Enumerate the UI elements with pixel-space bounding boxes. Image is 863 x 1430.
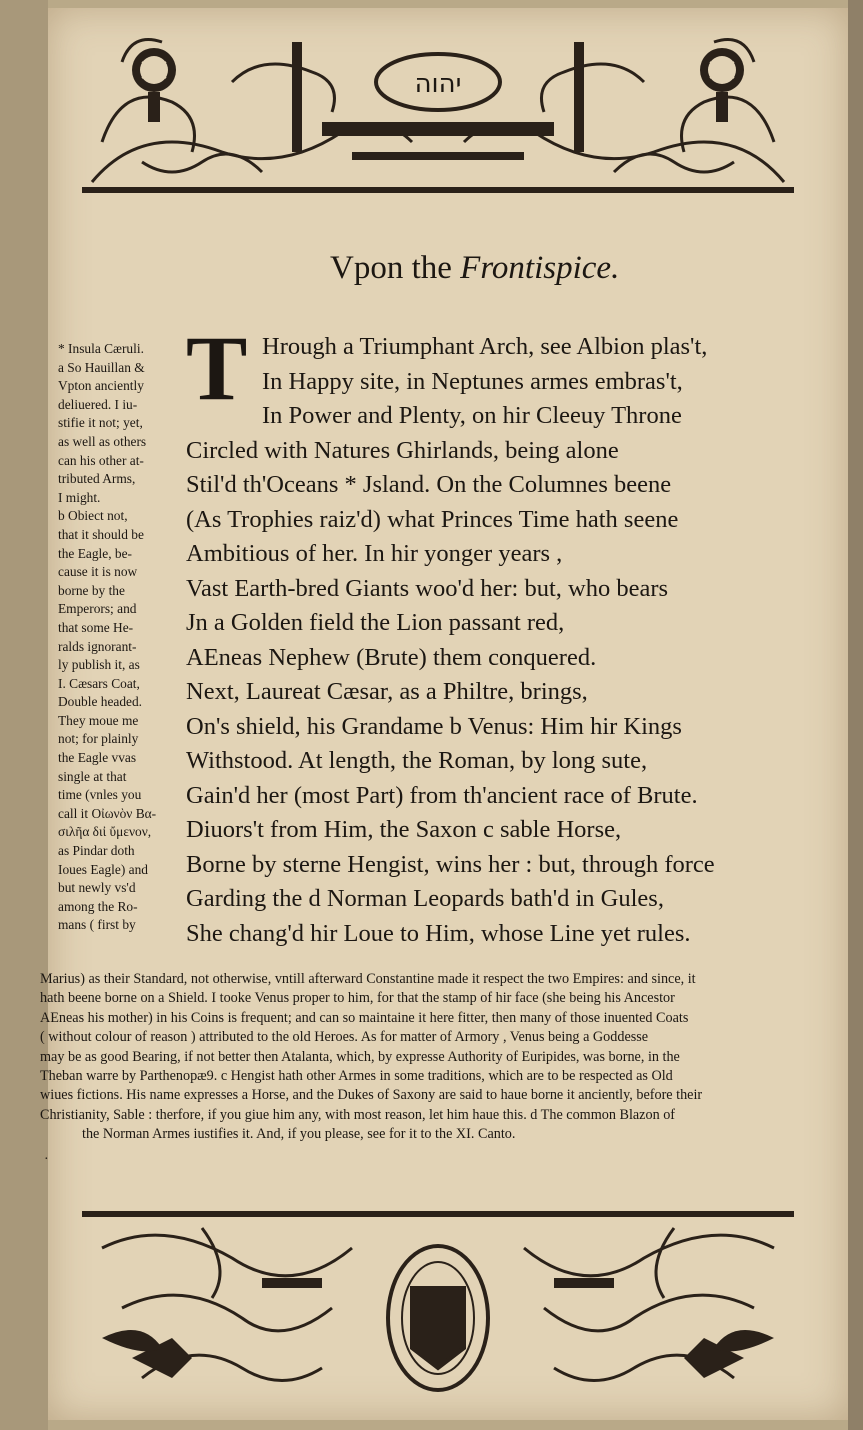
poem-line: She chang'd hir Loue to Him, whose Line yet rules. xyxy=(186,919,691,947)
side-note-line: b Obiect not, xyxy=(58,508,128,524)
poem-line: Hrough a Triumphant Arch, see Albion plas't, xyxy=(262,333,708,360)
side-note-line: can his other at- xyxy=(58,452,144,468)
title-italic: Frontispice. xyxy=(460,250,620,286)
side-note-line: Ioues Eagle) and xyxy=(58,861,148,877)
poem-line: Diuors't from Him, the Saxon c sable Horse, xyxy=(186,816,622,843)
footnote-line: wiues fictions. His name expresses a Horse, and the Dukes of Saxony are said to haue borne it anciently, before their xyxy=(40,1087,703,1104)
side-note-line: I. Cæsars Coat, xyxy=(58,675,140,691)
poem-line: In Power and Plenty, on hir Cleeuy Throne xyxy=(262,402,682,429)
side-note-line: as well as others xyxy=(58,433,147,449)
poem xyxy=(186,330,806,951)
side-note-line: * Insula Cæruli. xyxy=(58,341,144,356)
bottom-ornament-tailpiece xyxy=(82,1208,794,1408)
side-note-line: among the Ro- xyxy=(58,898,138,914)
side-note-line: the Eagle, be- xyxy=(58,545,132,561)
footnote-line: AEneas his mother) in his Coins is frequent; and can so maintaine it here fitter, then many of those inuented Coats xyxy=(40,1009,689,1026)
side-note-line: σιλῆα διἰ ὔμενον, xyxy=(58,824,152,840)
poem-line: Circled with Natures Ghirlands, being alone xyxy=(186,436,619,464)
footnote-line: the Norman Armes iustifies it. And, if you please, see for it to the XI. Canto. xyxy=(82,1126,516,1143)
side-note-line: mans ( first by xyxy=(58,917,136,933)
side-note-line: as Pindar doth xyxy=(58,843,135,859)
poem-line: Jn a Golden field the Lion passant red, xyxy=(186,609,565,636)
side-note-line: stifie it not; yet, xyxy=(58,415,143,431)
footnote-line: ( without colour of reason ) attributed to the old Heroes. As for matter of Armory , Venus being a Goddesse xyxy=(40,1029,649,1046)
poem-line: Borne by sterne Hengist, wins her : but, through force xyxy=(186,850,715,878)
poem-line: Withstood. At length, the Roman, by long sute, xyxy=(186,747,648,774)
footnote-line: Theban warre by Parthenopæ9. c Hengist hath other Armes in some traditions, which are to be respected as Old xyxy=(40,1067,673,1084)
side-note-line: that some He- xyxy=(58,619,134,635)
side-note-line: not; for plainly xyxy=(58,731,139,747)
poem-line: (As Trophies raiz'd) what Princes Time hath seene xyxy=(186,505,679,533)
poem-line: Ambitious of her. In hir yonger years , xyxy=(186,540,563,567)
drop-cap: T xyxy=(186,317,248,419)
footnote-line: may be as good Bearing, if not better then Atalanta, which, by expresse Authority of Euripides, was borne, in the xyxy=(40,1048,680,1065)
side-note-line: deliuered. I iu- xyxy=(58,396,138,412)
left-scan-margin xyxy=(0,0,48,1430)
side-note-line: cause it is now xyxy=(58,564,138,580)
side-note-line: Vpton anciently xyxy=(58,378,144,394)
poem-line: Gain'd her (most Part) from th'ancient race of Brute. xyxy=(186,781,698,809)
side-note-line: borne by the xyxy=(58,582,125,598)
side-note-line: tributed Arms, xyxy=(58,471,136,487)
footnote-line: hath beene borne on a Shield. I tooke Venus proper to him, for that the stamp of hir face (she being his Ancestor xyxy=(40,990,675,1007)
footnote-line: Christianity, Sable : therfore, if you giue him any, with most reason, let him haue this. d The common Blazon of xyxy=(40,1106,676,1123)
footnote-line: Marius) as their Standard, not otherwise, vntill afterward Constantine made it respect the two Empires: and since, it xyxy=(40,971,696,987)
side-note-line: I might. xyxy=(58,489,101,505)
side-note-line: but newly vs'd xyxy=(58,880,136,896)
central-crest xyxy=(388,1246,488,1390)
poem-line: Garding the d Norman Leopards bath'd in Gules, xyxy=(186,885,664,912)
right-scan-margin xyxy=(848,0,863,1430)
side-note-line: the Eagle vvas xyxy=(58,750,137,766)
poem-line: In Happy site, in Neptunes armes embras't, xyxy=(262,367,683,395)
side-note-line: single at that xyxy=(58,768,127,784)
tetragrammaton-text: יהוה xyxy=(414,69,462,99)
side-note-line: Double headed. xyxy=(58,694,143,710)
side-note-line: They moue me xyxy=(58,712,139,728)
side-notes xyxy=(58,340,176,935)
footnotes xyxy=(40,970,846,1145)
poem-line: AEneas Nephew (Brute) them conquered. xyxy=(186,643,597,671)
page-title xyxy=(330,250,730,287)
side-note-line: that it should be xyxy=(58,526,144,542)
side-note-line: ralds ignorant- xyxy=(58,638,137,654)
side-note-line: a So Hauillan & xyxy=(58,359,145,375)
poem-line: On's shield, his Grandame b Venus: Him hir Kings xyxy=(186,712,682,740)
side-note-line: Emperors; and xyxy=(58,601,137,617)
stray-mark: · xyxy=(44,1152,49,1167)
poem-line: Vast Earth-bred Giants woo'd her: but, who bears xyxy=(186,574,669,602)
side-note-line: call it Οἰωνὸν Βα- xyxy=(58,805,157,821)
title-plain: Vpon the xyxy=(330,250,461,286)
side-note-line: time (vnles you xyxy=(58,787,142,803)
poem-line: Next, Laureat Cæsar, as a Philtre, brings, xyxy=(186,678,588,705)
top-ornament-headpiece xyxy=(82,22,794,194)
poem-line: Stil'd th'Oceans * Jsland. On the Columnes beene xyxy=(186,471,672,498)
side-note-line: ly publish it, as xyxy=(58,657,140,673)
